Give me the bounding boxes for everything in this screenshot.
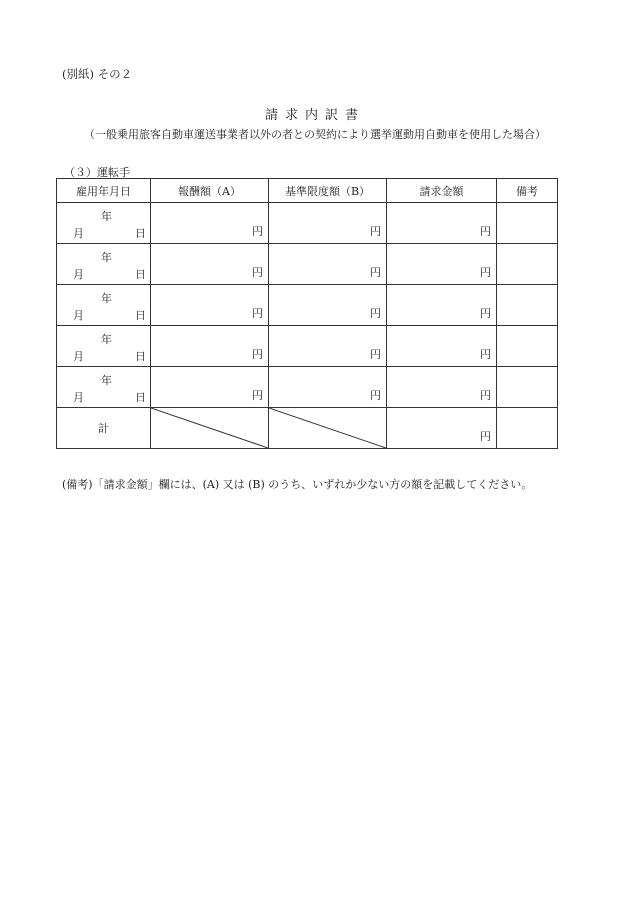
month-unit: 月 xyxy=(73,391,84,404)
year-unit: 年 xyxy=(101,333,112,346)
claim-amount-cell[interactable] xyxy=(387,285,497,326)
standard-limit-cell[interactable] xyxy=(269,285,387,326)
total-remuneration-cell xyxy=(151,408,269,449)
table-row xyxy=(57,326,558,367)
header-remarks: 備考 xyxy=(497,179,558,203)
employment-date-cell[interactable] xyxy=(57,244,151,285)
claim-amount-cell[interactable] xyxy=(387,367,497,408)
total-claim-cell[interactable] xyxy=(387,408,497,449)
yen-unit: 円 xyxy=(252,389,263,402)
total-standard-limit-cell xyxy=(269,408,387,449)
remarks-cell[interactable] xyxy=(497,367,558,408)
table-row xyxy=(57,285,558,326)
employment-date-cell[interactable] xyxy=(57,285,151,326)
table-row xyxy=(57,203,558,244)
standard-limit-cell[interactable] xyxy=(269,367,387,408)
total-label: 計 xyxy=(98,422,109,435)
remarks-cell[interactable] xyxy=(497,244,558,285)
claim-amount-cell[interactable] xyxy=(387,326,497,367)
yen-unit: 円 xyxy=(370,348,381,361)
month-unit: 月 xyxy=(73,350,84,363)
year-unit: 年 xyxy=(101,292,112,305)
yen-unit: 円 xyxy=(480,348,491,361)
section-label: （３）運転手 xyxy=(64,166,130,179)
total-remarks-cell[interactable] xyxy=(497,408,558,449)
total-label-cell xyxy=(57,408,151,449)
month-unit: 月 xyxy=(73,309,84,322)
remuneration-cell[interactable] xyxy=(151,285,269,326)
employment-date-cell[interactable] xyxy=(57,326,151,367)
header-employment-date: 雇用年月日 xyxy=(57,179,151,203)
standard-limit-cell[interactable] xyxy=(269,244,387,285)
breakdown-table xyxy=(56,178,558,449)
page-title: 請求内訳書 xyxy=(264,108,365,123)
yen-unit: 円 xyxy=(370,225,381,238)
yen-unit: 円 xyxy=(370,389,381,402)
standard-limit-cell[interactable] xyxy=(269,326,387,367)
yen-unit: 円 xyxy=(370,307,381,320)
remuneration-cell[interactable] xyxy=(151,326,269,367)
yen-unit: 円 xyxy=(480,266,491,279)
annex-label: (別紙) その２ xyxy=(62,67,133,81)
remarks-cell[interactable] xyxy=(497,326,558,367)
month-unit: 月 xyxy=(73,268,84,281)
yen-unit: 円 xyxy=(480,389,491,402)
table-row xyxy=(57,244,558,285)
remuneration-cell[interactable] xyxy=(151,244,269,285)
header-standard-limit: 基準限度額（B） xyxy=(269,179,387,203)
yen-unit: 円 xyxy=(480,307,491,320)
yen-unit: 円 xyxy=(480,225,491,238)
diagonal-strike xyxy=(269,408,386,448)
day-unit: 日 xyxy=(135,350,146,363)
remuneration-cell[interactable] xyxy=(151,367,269,408)
remarks-cell[interactable] xyxy=(497,285,558,326)
standard-limit-cell[interactable] xyxy=(269,203,387,244)
yen-unit: 円 xyxy=(370,266,381,279)
total-row xyxy=(57,408,558,449)
table-row xyxy=(57,367,558,408)
yen-unit: 円 xyxy=(252,348,263,361)
year-unit: 年 xyxy=(101,374,112,387)
day-unit: 日 xyxy=(135,227,146,240)
yen-unit: 円 xyxy=(252,266,263,279)
employment-date-cell[interactable] xyxy=(57,203,151,244)
day-unit: 日 xyxy=(135,391,146,404)
header-claim-amount: 請求金額 xyxy=(387,179,497,203)
claim-amount-cell[interactable] xyxy=(387,244,497,285)
header-remuneration: 報酬額（A） xyxy=(151,179,269,203)
header-row xyxy=(57,179,558,203)
total-yen-unit: 円 xyxy=(480,430,491,443)
day-unit: 日 xyxy=(135,268,146,281)
year-unit: 年 xyxy=(101,210,112,223)
remuneration-cell[interactable] xyxy=(151,203,269,244)
remarks-note: (備考)「請求金額」欄には、(A) 又は (B) のうち、いずれか少ない方の額を記載してください。 xyxy=(62,478,533,491)
remarks-cell[interactable] xyxy=(497,203,558,244)
employment-date-cell[interactable] xyxy=(57,367,151,408)
year-unit: 年 xyxy=(101,251,112,264)
claim-amount-cell[interactable] xyxy=(387,203,497,244)
diagonal-strike xyxy=(151,408,268,448)
day-unit: 日 xyxy=(135,309,146,322)
page-subtitle: （一般乗用旅客自動車運送事業者以外の者との契約により選挙運動用自動車を使用した場合） xyxy=(84,128,546,141)
yen-unit: 円 xyxy=(252,225,263,238)
month-unit: 月 xyxy=(73,227,84,240)
yen-unit: 円 xyxy=(252,307,263,320)
